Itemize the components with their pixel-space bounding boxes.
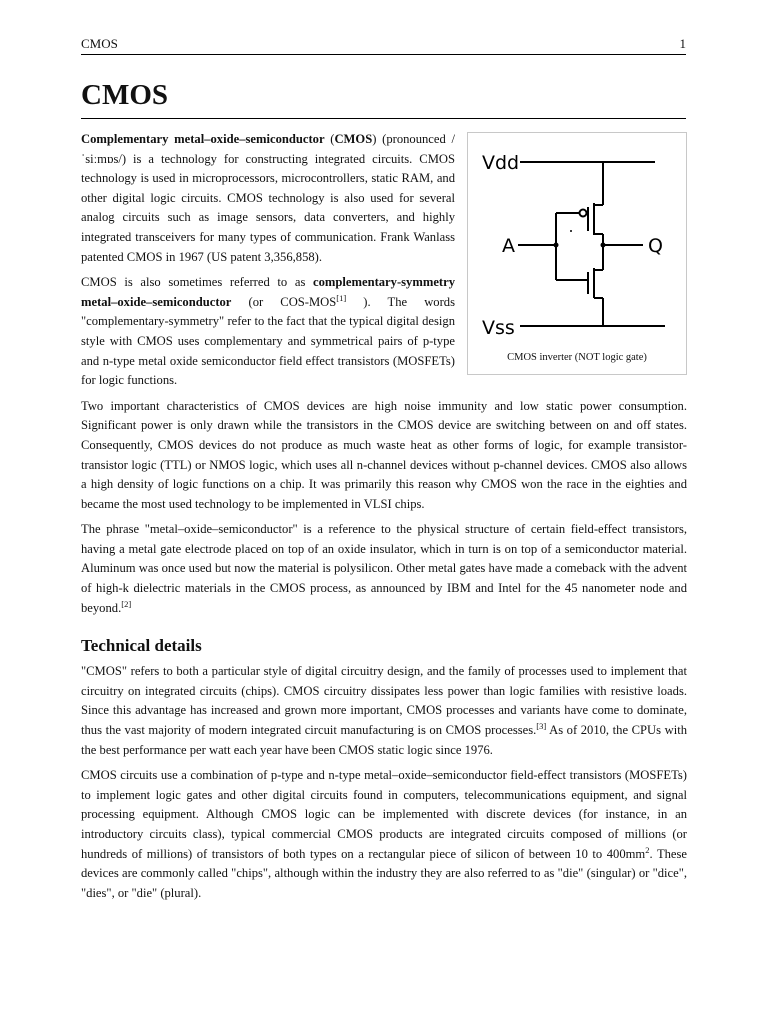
- running-header-title: CMOS: [81, 36, 118, 51]
- intro-abbr: CMOS: [334, 132, 373, 146]
- header-rule: [81, 54, 686, 55]
- stray-dot: [570, 230, 572, 232]
- pmos-bubble: [580, 210, 587, 217]
- superscript-squared: 2: [645, 844, 650, 855]
- characteristics-paragraph: Two important characteristics of CMOS devices are high noise immunity and low static power consumption. Significant power is only drawn while the transistors in the CMOS device are switching between on and off states. Consequently, CMOS devices do not produce as much waste heat as other forms of logic, for example transistor-transistor logic (TTL) or NMOS logic, which uses all n-channel devices without p-channel devices. CMOS also allows a high density of logic functions on a chip. It was primarily this reason why CMOS won the race in the eighties and became the most used technology to be implemented in VLSI chips.: [81, 398, 687, 511]
- citation-1[interactable]: [1]: [336, 292, 347, 303]
- article-body: [81, 130, 687, 909]
- cmos-inverter-figure: [467, 132, 687, 375]
- output-junction: [601, 243, 606, 248]
- cmos-inverter-diagram: [468, 133, 686, 338]
- input-a-label: A: [502, 235, 515, 257]
- mos-phrase-paragraph: The phrase "metal–oxide–semiconductor" is a reference to the physical structure of certain field-effect transistors, having a metal gate electrode placed on top of an oxide insulator, which in turn is on top of a semiconductor material. Aluminum was once used but now the material is polysilicon. Other metal gates have made a comeback with the advent of high-k dielectric materials in the CMOS process, as announced by IBM and Intel for the 45 nanometer node and beyond.[2]: [81, 522, 687, 615]
- technical-paragraph-1: "CMOS" refers to both a particular style of digital circuitry design, and the family of processes used to implement that circuitry on integrated circuits (chips). CMOS circuitry dissipates less power than logic families with resistive loads. Since this advantage has increased and grown more important, CMOS processes and variants have come to dominate, thus the vast majority of modern integrated circuit manufacturing is on CMOS processes.[3] As of 2010, the CPUs with the best performance per watt each year have been CMOS static logic since 1976.: [81, 664, 687, 757]
- running-header: [81, 36, 686, 52]
- vdd-label: Vdd: [482, 152, 520, 174]
- title-rule: [81, 118, 686, 119]
- intro-paragraph: Complementary metal–oxide–semiconductor (CMOS) (pronounced /ˈsiːmɒs/) is a technology for constructing integrated circuits. CMOS technology is used in microprocessors, microcontrollers, static RAM, and other digital logic circuits. CMOS technology is also used for several analog circuits such as image sensors, data converters, and highly integrated transceivers for many types of communication. Frank Wanlass patented CMOS in 1967 (US patent 3,356,858).: [81, 132, 455, 264]
- page-title: CMOS: [81, 79, 168, 111]
- technical-paragraph-2: CMOS circuits use a combination of p-type and n-type metal–oxide–semiconductor field-effect transistors (MOSFETs) to implement logic gates and other digital circuits found in computers, telecommunications equipment, and signal processing equipment. Although CMOS logic can be implemented with discrete devices (for instance, in an introductory circuits class), typical commercial CMOS products are integrated circuits composed of millions (or hundreds of millions) of transistors of both types on a rectangular piece of silicon of between 10 to $400mm^2$. These devices are commonly called "chips", although within the industry they are also referred to as "die" (singular) or "dice", "dies", or "die" (plural).: [81, 768, 688, 900]
- citation-3[interactable]: [3]: [536, 720, 547, 731]
- intro-term: Complementary metal–oxide–semiconductor: [81, 132, 325, 146]
- cos-mos-term: complementary-symmetry metal–oxide–semiconductor: [81, 275, 455, 309]
- cos-mos-paragraph: CMOS is also sometimes referred to as complementary-symmetry metal–oxide–semiconductor (or COS-MOS[1] ). The words "complementary-symmetry" refer to the fact that the typical digital design style with CMOS uses complementary and symmetrical pairs of p-type and n-type metal oxide semiconductor field effect transistors (MOSFETs) for logic functions.: [81, 275, 455, 388]
- vss-label: Vss: [482, 317, 515, 338]
- output-q-label: Q: [648, 235, 663, 257]
- citation-2[interactable]: [2]: [121, 598, 132, 609]
- section-heading-technical-details: Technical details: [81, 636, 202, 656]
- figure-caption: CMOS inverter (NOT logic gate): [507, 352, 647, 363]
- page-number: 1: [679, 36, 686, 51]
- input-junction: [554, 243, 559, 248]
